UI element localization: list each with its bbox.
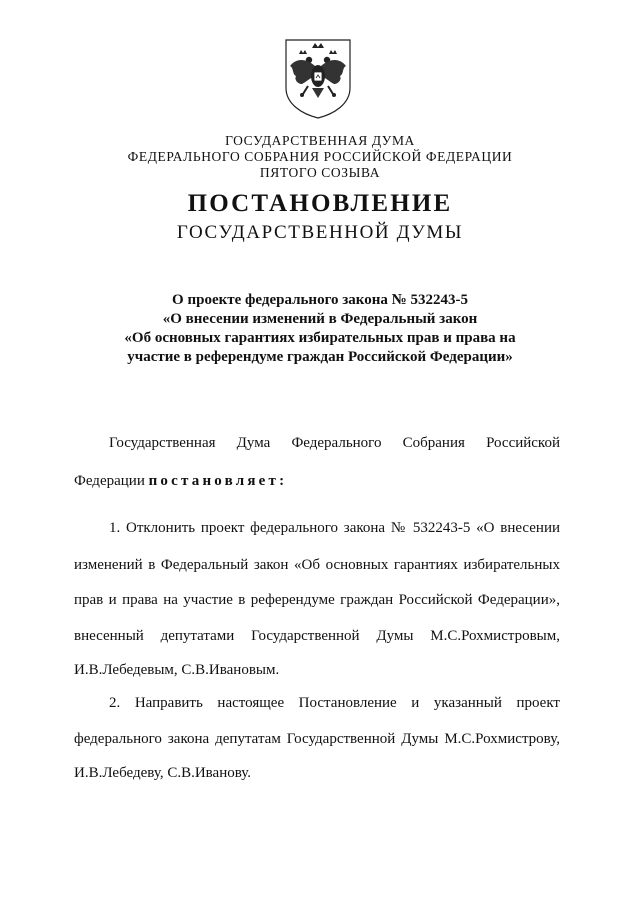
header-convocation: ПЯТОГО СОЗЫВА: [259, 165, 381, 180]
item1-line: И.В.Лебедевым, С.В.Ивановым.: [74, 662, 280, 678]
item1-line: 1. Отклонить проект федерального закона № 532243-5 «О внесении: [109, 520, 560, 536]
resolves-keyword: постановляет:: [148, 473, 288, 489]
bill-title-line: участие в референдуме граждан Российской Федерации»: [127, 349, 513, 365]
preamble-line: [74, 472, 560, 490]
preamble-text: Федерации: [74, 473, 149, 489]
document-issuer-subtitle: ГОСУДАРСТВЕННОЙ ДУМЫ: [176, 222, 464, 243]
header-federal-assembly: ФЕДЕРАЛЬНОГО СОБРАНИЯ РОССИЙСКОЙ ФЕДЕРАЦИИ: [127, 149, 513, 164]
document-type-title: ПОСТАНОВЛЕНИЕ: [187, 190, 453, 217]
header-duma: ГОСУДАРСТВЕННАЯ ДУМА: [225, 133, 415, 148]
item1-line: прав и права на участие в референдуме граждан Российской Федерации»,: [74, 592, 560, 608]
bill-title-line: «О внесении изменений в Федеральный закон: [162, 311, 478, 327]
item2-line: 2. Направить настоящее Постановление и указанный проект: [109, 695, 560, 711]
bill-title-line: О проекте федерального закона № 532243-5: [172, 292, 468, 308]
item1-line: изменений в Федеральный закон «Об основных гарантиях избирательных: [74, 557, 560, 573]
preamble-line: Государственная Дума Федерального Собрания Российской: [109, 435, 560, 451]
item2-line: И.В.Лебедеву, С.В.Иванову.: [74, 765, 252, 781]
bill-title-line: «Об основных гарантиях избирательных прав и права на: [124, 330, 516, 346]
item1-line: внесенный депутатами Государственной Думы М.С.Рохмистровым,: [74, 628, 560, 644]
coat-of-arms-icon: [282, 36, 354, 120]
item2-line: федерального закона депутатам Государственной Думы М.С.Рохмистрову,: [74, 731, 560, 747]
